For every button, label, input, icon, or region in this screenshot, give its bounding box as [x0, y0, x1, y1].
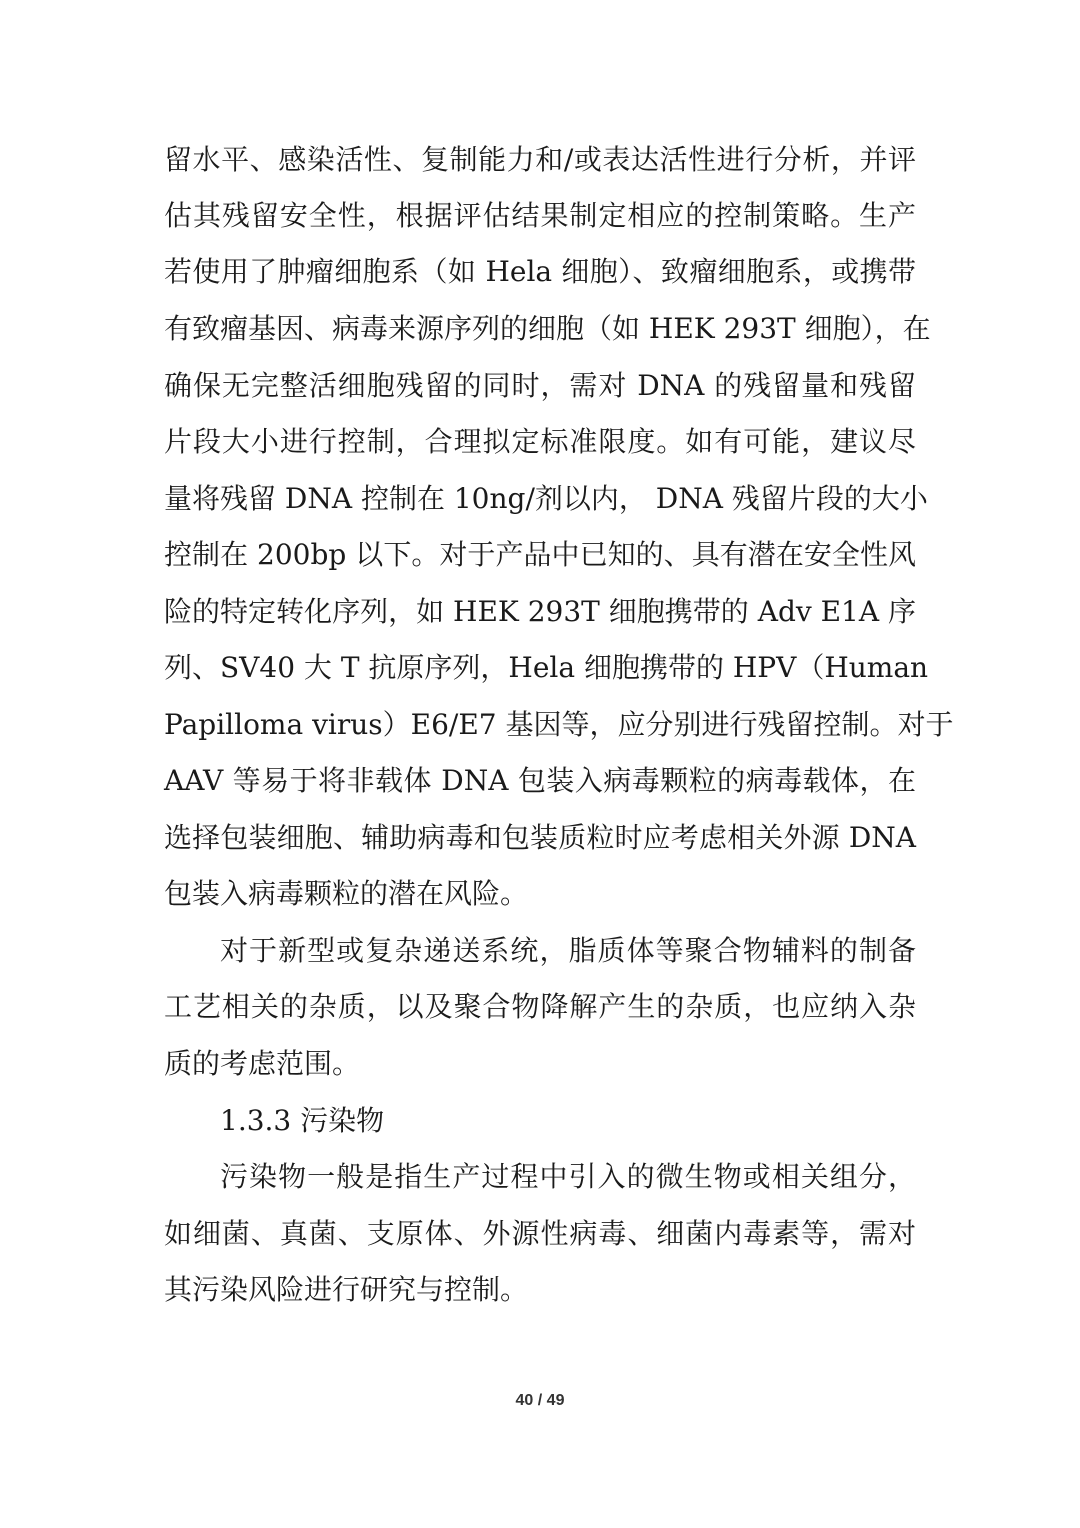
text-line: 确保无完整活细胞残留的同时，需对 DNA 的残留量和残留: [164, 369, 916, 402]
text-line: 估其残留安全性，根据评估结果制定相应的控制策略。生产: [164, 199, 916, 232]
text-line: 列、SV40 大 T 抗原序列，Hela 细胞携带的 HPV（Human: [164, 651, 929, 684]
text-line: Papilloma virus）E6/E7 基因等，应分别进行残留控制。对于: [164, 708, 954, 741]
text-line: AAV 等易于将非载体 DNA 包装入病毒颗粒的病毒载体，在: [164, 764, 916, 797]
text-line: 如细菌、真菌、支原体、外源性病毒、细菌内毒素等，需对: [164, 1217, 916, 1250]
text-line: 片段大小进行控制，合理拟定标准限度。如有可能，建议尽: [164, 425, 916, 458]
text-line: 其污染风险进行研究与控制。: [164, 1273, 529, 1306]
text-line: 若使用了肿瘤细胞系（如 Hela 细胞）、致瘤细胞系，或携带: [164, 255, 916, 288]
text-line: 工艺相关的杂质，以及聚合物降解产生的杂质，也应纳入杂: [164, 990, 916, 1023]
text-line: 有致瘤基因、病毒来源序列的细胞（如 HEK 293T 细胞），在: [164, 312, 931, 345]
text-line: 选择包装细胞、辅助病毒和包装质粒时应考虑相关外源 DNA: [164, 821, 916, 854]
page-number: 40 / 49: [515, 1392, 565, 1409]
text-line: 控制在 200bp 以下。对于产品中已知的、具有潜在安全性风: [164, 538, 916, 571]
text-line: 对于新型或复杂递送系统，脂质体等聚合物辅料的制备: [220, 934, 916, 967]
text-line: 包装入病毒颗粒的潜在风险。: [164, 877, 529, 910]
text-line: 质的考虑范围。: [164, 1047, 361, 1080]
text-line: 险的特定转化序列，如 HEK 293T 细胞携带的 Adv E1A 序: [164, 595, 916, 628]
section-heading: 1.3.3 污染物: [220, 1104, 385, 1137]
text-line: 留水平、感染活性、复制能力和/或表达活性进行分析，并评: [164, 143, 916, 176]
text-line: 量将残留 DNA 控制在 10ng/剂以内， DNA 残留片段的大小: [164, 482, 928, 515]
text-line: 污染物一般是指生产过程中引入的微生物或相关组分，: [220, 1160, 916, 1193]
